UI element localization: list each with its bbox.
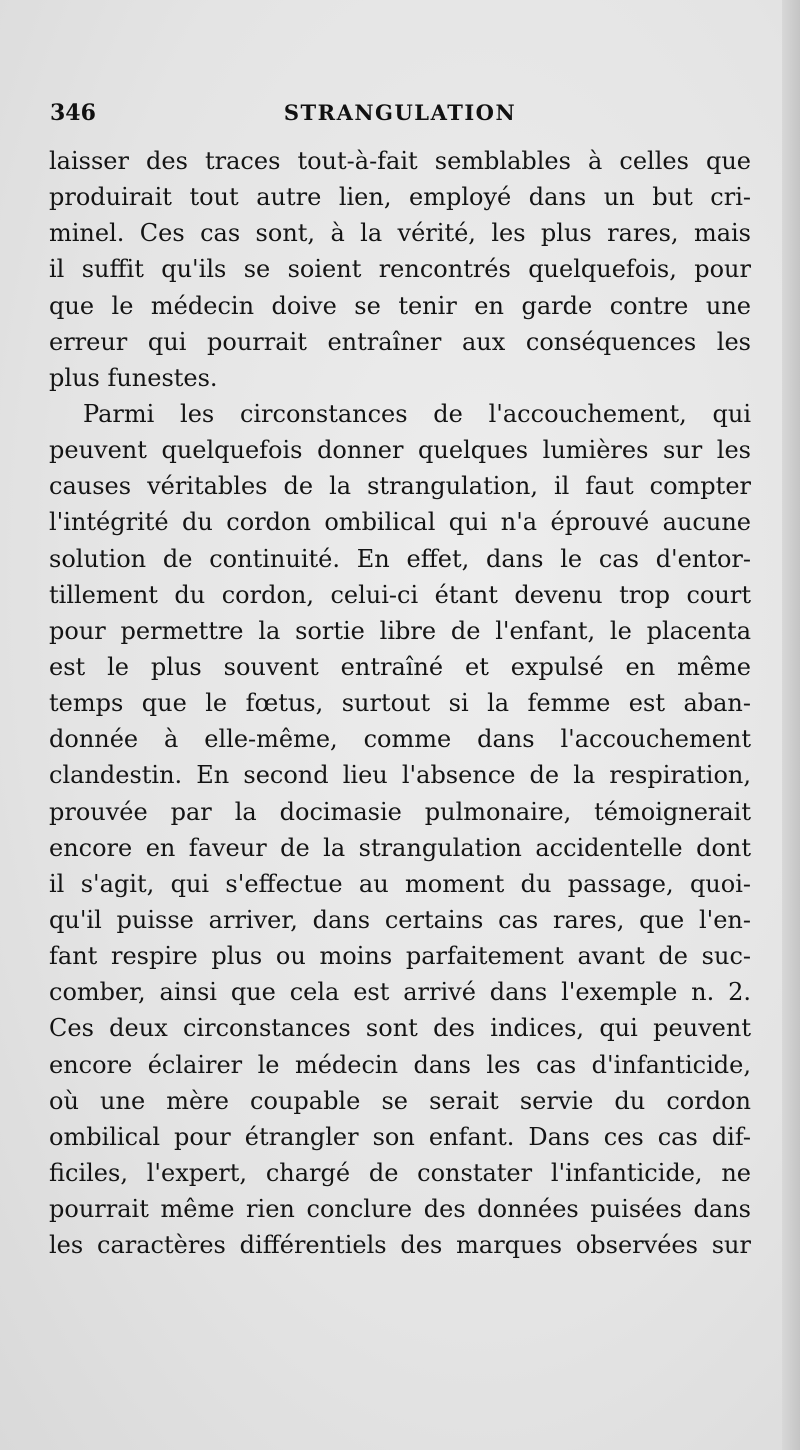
text-line: encore en faveur de la strangulation accidentelle dont [49,833,751,862]
text-line: tillement du cordon, celui-ci étant devenu trop court [49,580,751,609]
page-header [50,100,750,130]
text-line: pourrait même rien conclure des données puisées dans [49,1195,751,1224]
page-number: 346 [50,100,96,126]
text-line: peuvent quelquefois donner quelques lumières sur les [49,436,751,465]
text-line: erreur qui pourrait entraîner aux conséquences les [49,327,751,356]
text-line: les caractères différentiels des marques observées sur [49,1231,751,1260]
text-line: pour permettre la sortie libre de l'enfant, le placenta [49,616,751,645]
text-line: encore éclairer le médecin dans les cas d'infanticide, [49,1050,751,1079]
running-head: STRANGULATION [283,100,517,125]
text-line: où une mère coupable se serait servie du cordon [49,1086,751,1115]
text-line: comber, ainsi que cela est arrivé dans l'exemple n. 2. [49,978,751,1007]
text-line: donnée à elle-même, comme dans l'accouchement [49,725,751,754]
text-line: il s'agit, qui s'effectue au moment du passage, quoi- [49,869,751,898]
text-line: est le plus souvent entraîné et expulsé en même [49,652,751,681]
text-line: laisser des traces tout-à-fait semblables à celles que [49,147,751,175]
text-line: solution de continuité. En effet, dans le cas d'entor- [49,544,751,573]
text-line: qu'il puisse arriver, dans certains cas rares, que l'en- [49,905,751,934]
text-line: causes véritables de la strangulation, il faut compter [49,472,751,501]
body-text [49,143,751,1263]
text-line: Parmi les circonstances de l'accouchement, qui [83,399,751,428]
page-edge-shadow [782,0,800,1450]
text-line: Ces deux circonstances sont des indices, qui peuvent [49,1014,751,1043]
text-line: que le médecin doive se tenir en garde contre une [49,291,751,320]
text-line: l'intégrité du cordon ombilical qui n'a éprouvé aucune [49,508,751,537]
text-line: produirait tout autre lien, employé dans un but cri- [49,183,751,212]
text-line: clandestin. En second lieu l'absence de la respiration, [49,761,751,790]
text-line: fant respire plus ou moins parfaitement avant de suc- [49,942,751,971]
text-line: ficiles, l'expert, chargé de constater l'infanticide, ne [49,1158,751,1187]
text-line: prouvée par la docimasie pulmonaire, témoignerait [49,797,751,826]
text-line: minel. Ces cas sont, à la vérité, les plus rares, mais [49,219,751,248]
text-line: temps que le fœtus, surtout si la femme est aban- [49,689,751,718]
text-line: plus funestes. [49,363,218,392]
text-line: il suffit qu'ils se soient rencontrés quelquefois, pour [49,255,751,284]
text-line: ombilical pour étrangler son enfant. Dans ces cas dif- [49,1122,751,1151]
